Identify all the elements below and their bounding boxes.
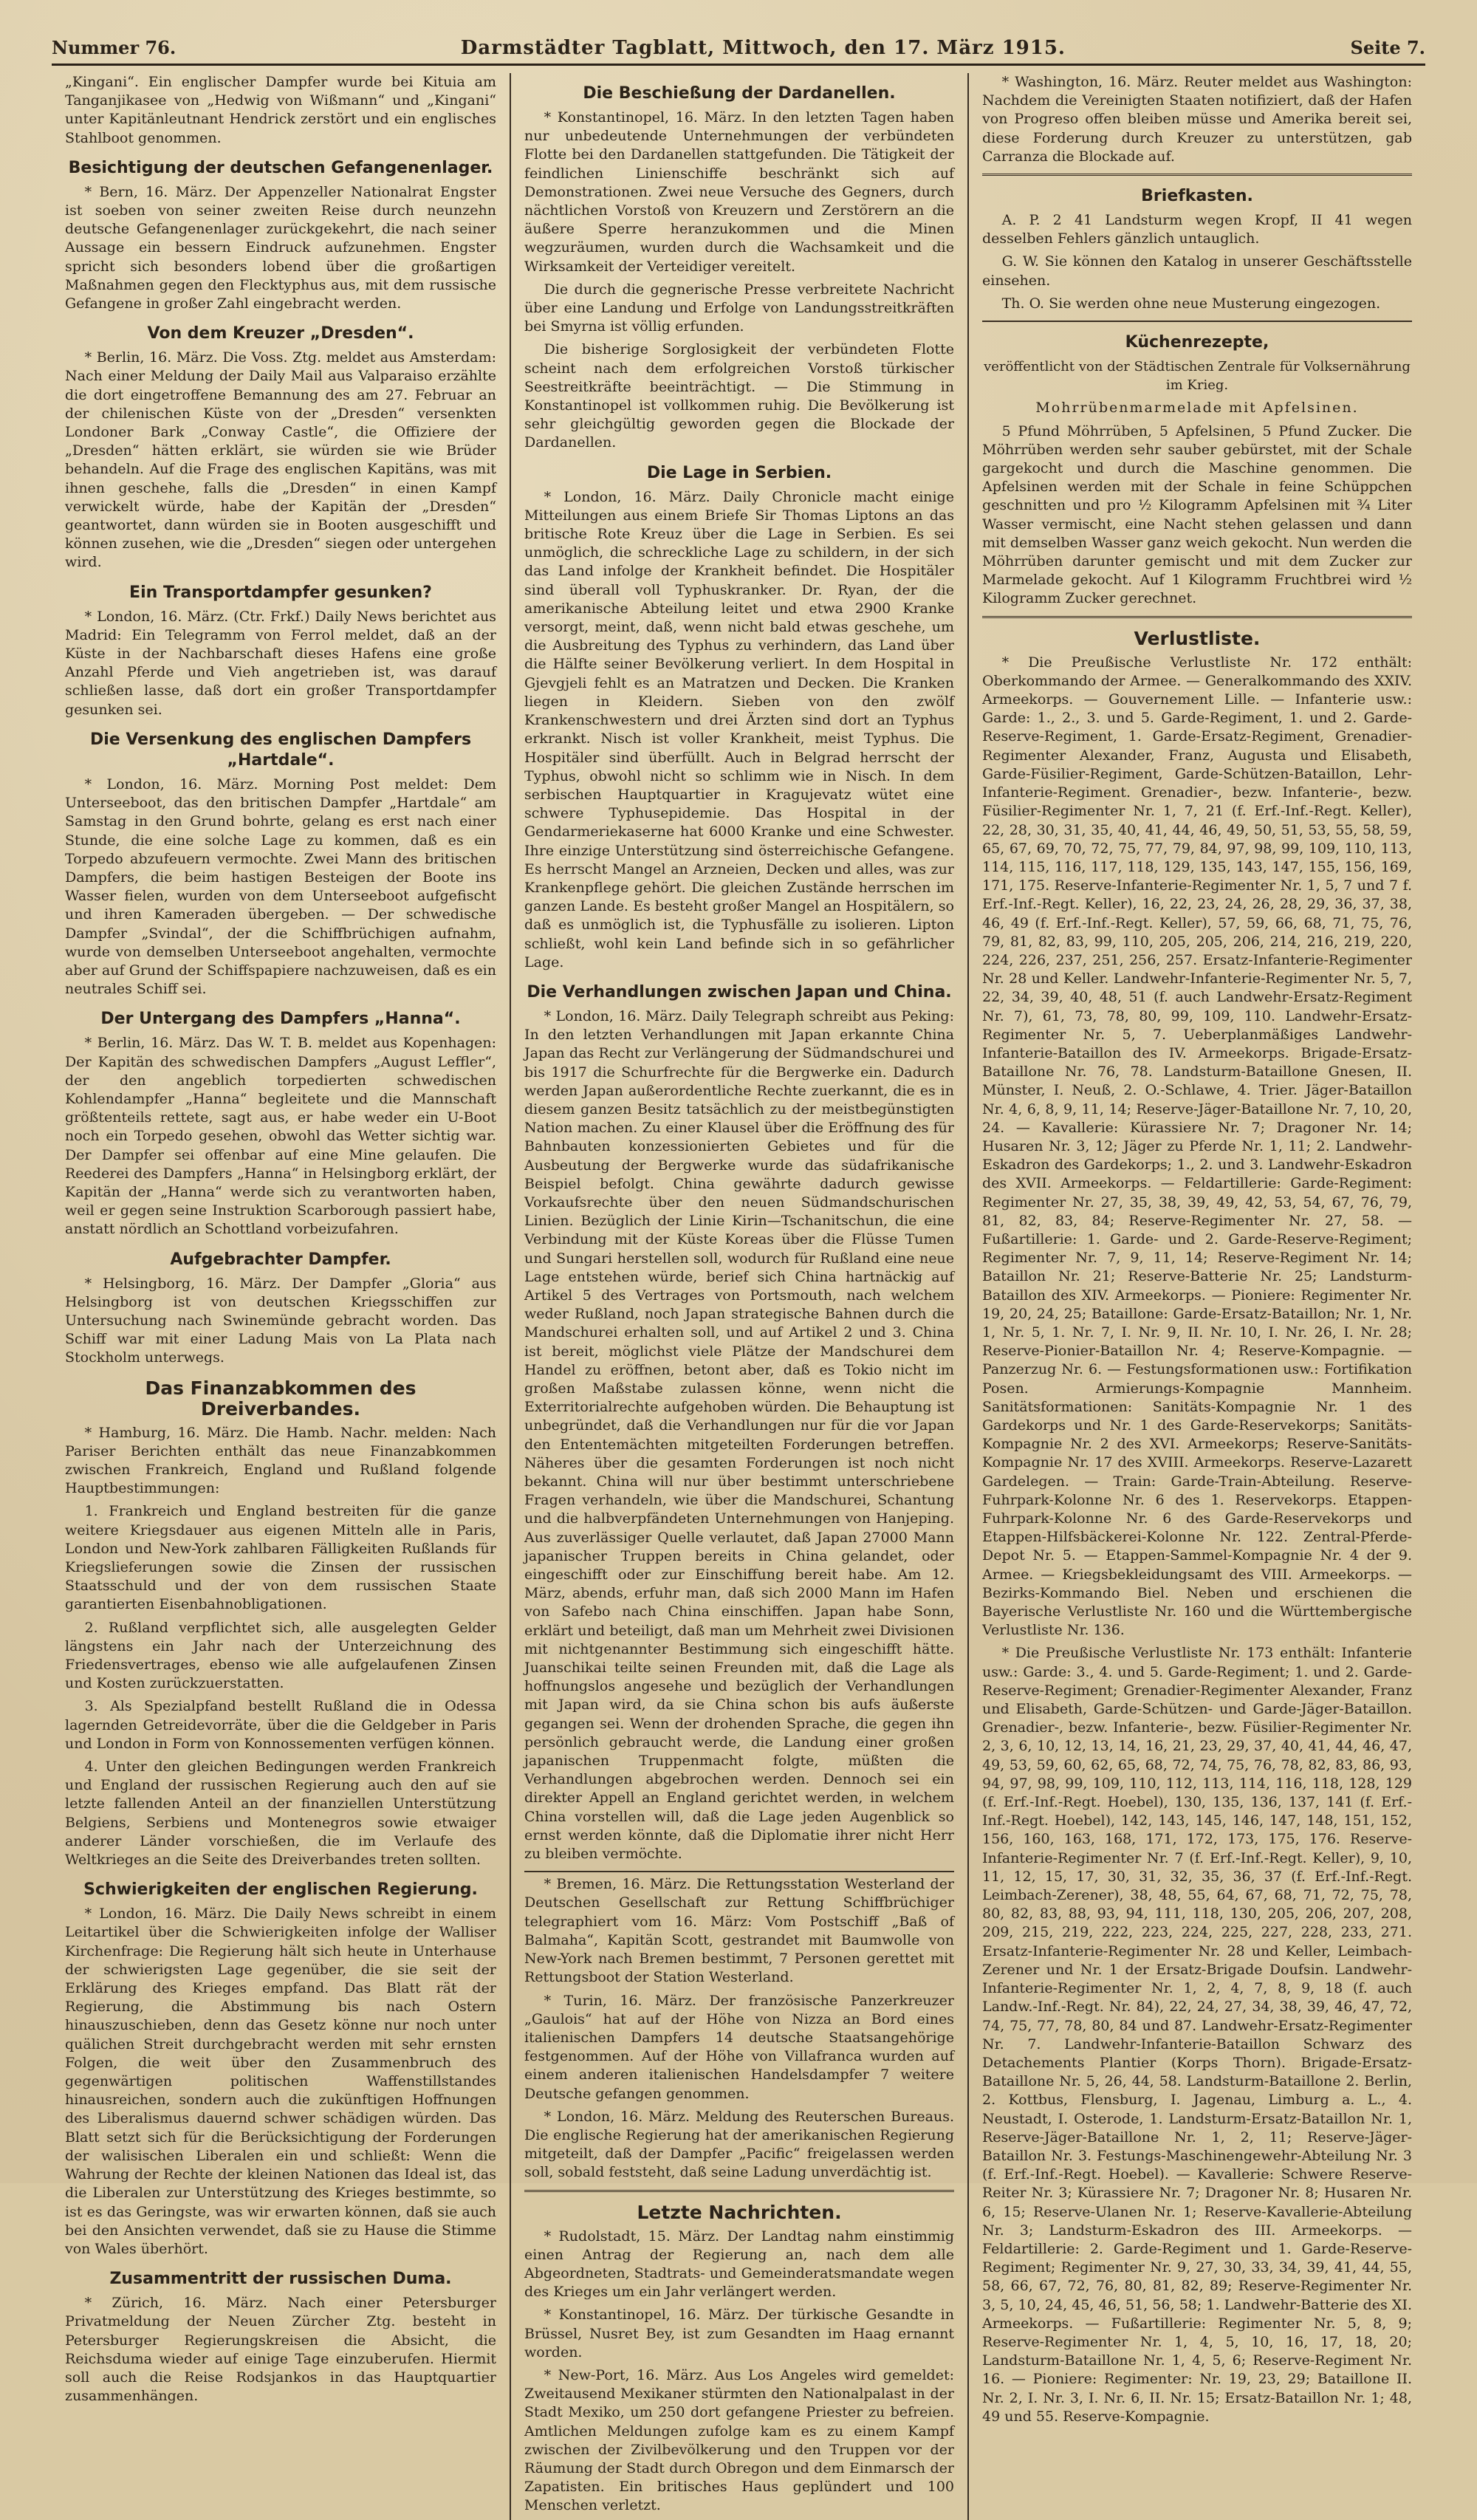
article-text: * London, 16. März. Meldung des Reuterschen Bureaus. Die englische Regierung hat der amerikanischen Regierung mitgeteilt, daß der Dampfer „Pacific“ freigelassen werden soll, sobald feststeht, daß seine Ladung unverdächtig ist. (524, 2108, 954, 2181)
column-1 (52, 73, 510, 2520)
article-text: * London, 16. März. Daily Chronicle macht einige Mitteilungen aus einem Briefe Sir Thomas Liptons an das britische Rote Kreuz über die Lage in Serbien. Es sei unmöglich, die schreckliche Lage zu schildern, in der sich das Land infolge der Krankheit befindet. Die Hospitäler sind überall voll Typhuskranker. Dr. Ryan, der die amerikanische Abteilung leitet und etwa 2900 Kranke versorgt, meint, daß, wenn nicht bald etwas geschehe, um die Ausbreitung des Typhus zu verhindern, das Land über die Hälfte seiner Bevölkerung verliert. In dem Hospital in Gjevgjeli fehlt es an Matratzen und Decken. Die Kranken liegen in Kleidern. Sieben von den zwölf Krankenschwestern und drei Ärzten sind dort an Typhus erkrankt. Nisch ist voller Krankheit, meist Typhus. Die Hospitäler sind überfüllt. Auch in Belgrad herrscht der Typhus, obwohl nicht so schlimm wie in Nisch. In dem serbischen Hauptquartier in Kragujevatz wütet eine schwere Typhusepidemie. Das Hospital in der Gendarmeriekaserne hat 6000 Kranke und eine Schwester. Ihre einzige Unterstützung sind österreichische Gefangene. Es herrscht Mangel an Arzneien, Decken und alles, was zur Krankenpflege gehört. Die gleichen Zustände herrschen im ganzen Lande. Es besteht großer Mangel an Hospitälern, so daß es unmöglich ist, die Typhusfälle zu isolieren. Lipton schließt, wohl kein Land befinde sich in so gefährlicher Lage. (524, 488, 954, 970)
article-text: * New-Port, 16. März. Aus Los Angeles wird gemeldet: Zweitausend Mexikaner stürmten den Nationalpalast in der Stadt Mexiko, um 250 dort gefangene Priester zu befreien. Amtlichen Meldungen zufolge kam es zu einem Kampf zwischen der Zivilbevölkerung und den Truppen vor der Räumung der Stadt durch Obregon und dem Einmarsch der Zapatisten. Ein britisches Haus geplündert und 100 Menschen verletzt. (524, 2366, 954, 2514)
headline: Ein Transportdampfer gesunken? (129, 583, 432, 602)
headline: Die Versenkung des englischen Dampfers „Hartdale“. (89, 730, 472, 770)
columns (52, 73, 1425, 2514)
article-text: * Bremen, 16. März. Die Rettungsstation Westerland der Deutschen Gesellschaft zur Rettung Schiffbrüchiger telegraphiert vom 16. März: Vom Postschiff „Baß of Balmaha“, Kapitän Scott, gestrandet mit Baumwolle von New-York nach Bremen bestimmt, 7 Personen gerettet mit Rettungsboot der Station Westerland. (524, 1876, 954, 1986)
article-text: G. W. Sie können den Katalog in unserer Geschäftsstelle einsehen. (982, 253, 1412, 289)
recipe-title: Mohrrübenmarmelade mit Apfelsinen. (1035, 400, 1359, 417)
article-text: „Kingani“. Ein englischer Dampfer wurde bei Kituia am Tanganjikasee von „Hedwig von Wißmann“ und „Kingani“ unter Kapitänleutnant Hendrick zerstört und ein englisches Stahlboot genommen. (65, 74, 496, 146)
article-text: * Rudolstadt, 15. März. Der Landtag nahm einstimmig einen Antrag der Regierung an, nach dem alle Abgeordneten, Stadtrats- und Gemeinderatsmandate wegen des Krieges um ein Jahr verlängert werden. (524, 2228, 954, 2301)
headline: Küchenrezepte, (1125, 333, 1269, 352)
headline: Die Lage in Serbien. (646, 463, 832, 482)
article-text: * Helsingborg, 16. März. Der Dampfer „Gloria“ aus Helsingborg ist von deutschen Kriegsschiffen zur Untersuchung nach Swinemünde gebracht worden. Das Schiff war mit einer Ladung Mais von La Plata nach Stockholm unterwegs. (65, 1275, 496, 1366)
article-text: * Hamburg, 16. März. Die Hamb. Nachr. melden: Nach Pariser Berichten enthält das neue Finanzabkommen zwischen Frankreich, England und Rußland folgende Hauptbestimmungen: (65, 1424, 496, 1497)
article-text: Die durch die gegnerische Presse verbreitete Nachricht über eine Landung und Erfolge von Landungsstreitkräften bei Smyrna ist völlig erfunden. (524, 281, 954, 335)
article-text: 4. Unter den gleichen Bedingungen werden Frankreich und England der russischen Regierung auch den auf sie letzte fallenden Anteil an der finanziellen Unterstützung Belgiens, Serbiens und Montenegros sowie etwaiger anderer Länder vorschießen, die im Verlaufe des Weltkrieges an die Seite des Dreiverbandes treten sollten. (65, 1759, 496, 1869)
article-text: * Turin, 16. März. Der französische Panzerkreuzer „Gaulois“ hat auf der Höhe von Nizza an Bord eines italienischen Dampfers 14 deutsche Staatsangehörige festgenommen. Auf der Höhe von Villafranca wurden auf einem anderen italienischen Handelsdampfer 7 weitere Deutsche gefangen genommen. (524, 1992, 954, 2102)
article-text: * Berlin, 16. März. Die Voss. Ztg. meldet aus Amsterdam: Nach einer Meldung der Daily Mail aus Valparaiso erzählte die dort eingetroffene Bemannung des am 27. Februar an der chilenischen Küste von der „Dresden“ versenkten Londoner Bark „Conway Castle“, die Offiziere der „Dresden“ hätten erklärt, sie würden sie wie Brüder behandeln. Auf die Frage des englischen Kapitäns, was mit ihnen geschehe, falls die „Dresden“ in einen Kampf verwickelt würde, habe der Kapitän der „Dresden“ geantwortet, dann würden sie in Booten ausgeschifft und können zusehen, wie die „Dresden“ siegen oder untergehen wird. (65, 349, 496, 571)
article-text: * Bern, 16. März. Der Appenzeller Nationalrat Engster ist soeben von seiner zweiten Reise durch neunzehn deutsche Gefangenenlager zurückgekehrt, die nach seiner Aussage ein bessern Eindruck aufzunehmen. Engster spricht sich besonders lobend über die großartigen Maßnahmen gegen den Flecktyphus aus, mit dem russische Gefangene in großer Zahl eingebracht werden. (65, 183, 496, 312)
article-text: * Konstantinopel, 16. März. In den letzten Tagen haben nur unbedeutende Unternehmungen der verbündeten Flotte bei den Dardanellen stattgefunden. Die Tätigkeit der feindlichen Linienschiffe beschränkt sich auf Demonstrationen. Zwei neue Versuche des Gegners, durch nächtlichen Vorstoß von Kreuzern und Zerstörern an die äußere Sperre heranzukommen und die Minen wegzuräumen, wurden durch die Wachsamkeit und die Wirksamkeit der Verteidiger vereitelt. (524, 109, 954, 275)
divider (982, 174, 1412, 176)
headline: Von dem Kreuzer „Dresden“. (147, 324, 414, 343)
article-text: 2. Rußland verpflichtet sich, alle ausgelegten Gelder längstens ein Jahr nach der Unterzeichnung des Friedensvertrages, ebenso wie alle aufgelaufenen Zinsen und Kosten zurückzuerstatten. (65, 1619, 496, 1692)
article-text: * London, 16. März. Daily Telegraph schreibt aus Peking: In den letzten Verhandlungen mit Japan erkannte China Japan das Recht zur Verlängerung der Südmandschurei und bis 1917 die Schurfrechte für die Bergwerke ein. Dadurch werden Japan außerordentliche Rechte zuerkannt, die es in diesem ganzen Besitz tatsächlich zu der meistbegünstigten Nation machen. Zu einer Klausel über die Eröffnung des für Bahnbauten konzessionierten Gebietes und für die Ausbeutung der Bergwerke wurde das südafrikanische Beispiel befolgt. China gewährte dadurch gewisse Vorkaufsrechte über den neuen Südmandschurischen Linien. Bezüglich der Linie Kirin—Tschanitschun, die eine Verbindung mit der Küste Koreas über die Flüsse Tumen und Sungari herstellen soll, wodurch für Rußland eine neue Lage entstehen würde, berief sich China hartnäckig auf Artikel 5 des Vertrages von Portsmouth, nach welchem weder Rußland, noch Japan strategische Bahnen durch die Mandschurei erhalten soll, und auf Artikel 2 und 3. China ist bereit, möglichst viele Plätze der Mandschurei dem Handel zu eröffnen, betont aber, daß es Tokio nicht im großen Maßstabe zulassen könne, wenn nicht die Exterritorialrechte aufgehoben würden. Die Behauptung ist unbegründet, daß die Verhandlungen nur für die vor Japan den Ententemächten mitgeteilten Forderungen betreffen. Näheres über die gesamten Forderungen ist noch nicht bekannt. China will nur über bestimmt unterschriebene Fragen verhandeln, wie über die Mandschurei, Schantung und die halbverpfändeten Unternehmungen von Hanjeping. Aus zuverlässiger Quelle verlautet, daß Japan 27000 Mann japanischer Truppen bereits in China gelandet, oder eingeschifft oder zur Einschiffung bereit habe. Am 12. März, abends, erfuhr man, daß sich 2000 Mann im Hafen von Safebo nach China einschiffen. Japan habe Sonn, erklärt und beteiligt, daß man um Mehrheit zwei Divisionen mit nichtgenannter Bestimmung sich eingeschifft hätte. Juanschikai teilte seinen Freunden mit, daß die Lage als hoffnungslos angesehe und bezüglich der Verhandlungen mit Japan wird, da sie China schon bis aufs äußerste gegangen sei. Wenn der drohenden Sprache, die gegen ihn persönlich gebraucht werde, die Landung einer großen japanischen Truppenmacht folgte, müßten die Verhandlungen abgebrochen werden. Dennoch sei ein direkter Appell an England gerichtet werden, in welchem China vorstellen will, daß die Lage jeden Augenblick so ernst werden könnte, daß die Diplomatie ihrer nicht Herr zu bleiben vermöchte. (524, 1007, 954, 1863)
article-text: Th. O. Sie werden ohne neue Musterung eingezogen. (1001, 295, 1381, 312)
column-3 (967, 73, 1425, 2520)
headline: Besichtigung der deutschen Gefangenenlager. (68, 158, 493, 177)
headline: Letzte Nachrichten. (637, 2201, 842, 2223)
article-text: * London, 16. März. Die Daily News schreibt in einem Leitartikel über die Schwierigkeiten infolge der Walliser Kirchenfrage: Die Regierung hält sich heute in Unterhause der schwierigsten Lage gegenüber, die sie seit der Erklärung des Krieges empfand. Das Blatt rät der Regierung, die Abstimmung bis nach Ostern hinauszuschieben, denn das Gesetz könne nur noch unter quälichen Streit durchgebracht werden mit sehr ernsten Folgen, die weit über den Zusammenbruch des gegenwärtigen politischen Waffenstillstandes hinausreichen, sondern auch die zukünftigen Hoffnungen des Liberalismus dauernd schwer schädigen würden. Das Blatt setzt sich für die Berücksichtigung der Forderungen der walisischen Liberalen ein und schließt: Wenn die Wahrung der Rechte der kleinen Nationen das Ideal ist, das die Liberalen zur Unterstützung des Krieges bestimmte, so ist es das Geringste, was wir erwarten können, daß sie auch bei den Ansichten verwendet, daß sie zu Hause die Stimme von Wales überhört. (65, 1906, 496, 2257)
divider (982, 616, 1412, 618)
article-text: 5 Pfund Möhrrüben, 5 Apfelsinen, 5 Pfund Zucker. Die Möhrrüben werden sehr sauber gebürstet, mit der Schale gargekocht und durch die Maschine genommen. Die Apfelsinen werden mit der Schale in feine Schüppchen geschnitten und pro ½ Kilogramm Apfelsinen mit ¾ Liter Wasser vermischt, eine Nacht stehen gelassen und dann mit demselben Wasser ganz weich gekocht. Nun werden die Möhrrüben darunter gemischt und mit dem Zucker zur Marmelade gekocht. Auf 1 Kilogramm Fruchtbrei wird ½ Kilogramm Zucker gerechnet. (982, 422, 1412, 607)
masthead (52, 37, 1425, 66)
article-text: * London, 16. März. Morning Post meldet: Dem Unterseeboot, das den britischen Dampfer „Hartdale“ am Samstag in den Grund bohrte, gelang es erst nach einer Stunde, die eine solche Lage zu kommen, daß es ein Torpedo abzufeuern vermochte. Zwei Mann des britischen Dampfers, die beim hastigen Besteigen der Boote ins Wasser fielen, wurden von dem Unterseeboot aufgefischt und ihren Kameraden übergeben. — Der schwedische Dampfer „Svindal“, der die Schiffbrüchigen aufnahm, wurde von demselben Unterseeboot angehalten, vermochte aber auf Grund der Schiffspapiere nachzuweisen, daß es ein neutrales Schiff sei. (65, 775, 496, 998)
article-text: * Berlin, 16. März. Das W. T. B. meldet aus Kopenhagen: Der Kapitän des schwedischen Dampfers „August Leffler“, der den angeblich torpedierten schwedischen Kohlendampfer „Hanna“ begleitete und die Mannschaft größtenteils rettete, sagt aus, er habe weder ein U-Boot noch ein Torpedo gesehen, obwohl das Wetter sichtig war. Der Dampfer sei offenbar auf eine Mine gelaufen. Die Reederei des Dampfers „Hanna“ in Helsingborg erklärt, der Kapitän der „Hanna“ werde sich zu verantworten haben, weil er gegen seine Instruktion Scarborough passiert habe, anstatt nördlich an Schottland vorbeizufahren. (65, 1035, 496, 1238)
headline: Die Beschießung der Dardanellen. (583, 84, 896, 103)
issue-number: Nummer 76. (52, 37, 177, 58)
article-text: * Zürich, 16. März. Nach einer Petersburger Privatmeldung der Neuen Zürcher Ztg. besteht in Petersburger Regierungskreisen die Absicht, die Reichsduma wieder auf einige Tage einzuberufen. Hiermit soll auch die Reise Rodsjankos in das Hauptquartier zusammenhängen. (65, 2295, 496, 2405)
newspaper-title: Darmstädter Tagblatt, Mittwoch, den 17. März 1915. (460, 37, 1066, 59)
headline: Zusammentritt der russischen Duma. (109, 2270, 452, 2289)
headline: Aufgebrachter Dampfer. (170, 1250, 391, 1269)
article-text: 1. Frankreich und England bestreiten für die ganze weitere Kriegsdauer aus eigenen Mitteln alle in Paris, London und New-York zahlbaren Fälligkeiten Rußlands für Kriegslieferungen sowie die Zinsen der russischen Staatsschuld und der von dem russischen Staate garantierten Eisenbahnobligationen. (65, 1503, 496, 1613)
subheadline: veröffentlicht von der Städtischen Zentrale für Volksernährung im Krieg. (984, 359, 1411, 394)
article-text: * London, 16. März. (Ctr. Frkf.) Daily News berichtet aus Madrid: Ein Telegramm von Ferrol meldet, daß an der Küste in der Nachbarschaft dieses Hafens eine große Anzahl Pferde und Vieh angetrieben ist, was darauf schließen lasse, daß dort ein großer Transportdampfer gesunken sei. (65, 608, 496, 718)
article-text: Die bisherige Sorglosigkeit der verbündeten Flotte scheint nach dem erfolgreichen Vorstoß türkischer Seestreitkräfte beeinträchtigt. — Die Stimmung in Konstantinopel ist vollkommen ruhig. Die Bevölkerung ist sehr gleichgültig geworden gegen die Blockade der Dardanellen. (524, 341, 954, 451)
divider (982, 321, 1412, 322)
article-text: 3. Als Spezialpfand bestellt Rußland die in Odessa lagernden Getreidevorräte, über die die Geldgeber in Paris und London in Form von Konnossementen verfügen können. (65, 1698, 496, 1752)
article-text: * Die Preußische Verlustliste Nr. 172 enthält: Oberkommando der Armee. — Generalkommando des XXIV. Armeekorps. — Gouvernement Lille. — Infanterie usw.: Garde: 1., 2., 3. und 5. Garde-Regiment, 1. und 2. Garde-Reserve-Regiment, 1. Garde-Ersatz-Regiment, Grenadier-Regimenter Alexander, Franz, Augusta und Elisabeth, Garde-Füsilier-Regiment, Garde-Schützen-Bataillon, Lehr-Infanterie-Regiment. Grenadier-, bezw. Infanterie-, bezw. Füsilier-Regimenter Nr. 1, 7, 21 (f. Erf.-Inf.-Regt. Keller), 22, 28, 30, 31, 35, 40, 41, 44, 46, 49, 50, 51, 53, 55, 58, 59, 65, 67, 69, 70, 72, 75, 77, 79, 84, 97, 98, 99, 109, 110, 113, 114, 115, 116, 117, 118, 129, 135, 143, 147, 155, 156, 169, 171, 175. Reserve-Infanterie-Regimenter Nr. 1, 5, 7 und 7 f. Erf.-Inf.-Regt. Keller), 16, 22, 23, 24, 26, 28, 29, 36, 37, 38, 46, 49 (f. Erf.-Inf.-Regt. Keller), 57, 59, 66, 68, 71, 75, 76, 79, 81, 82, 83, 99, 110, 205, 205, 206, 214, 216, 219, 220, 224, 226, 237, 251, 256, 257. Ersatz-Infanterie-Regimenter Nr. 28 und Keller. Landwehr-Infanterie-Regimenter Nr. 5, 7, 22, 34, 39, 40, 48, 51 (f. auch Landwehr-Ersatz-Regiment Nr. 7), 61, 73, 78, 80, 99, 109, 110. Landwehr-Ersatz-Regimenter Nr. 5, 7. Ueberplanmäßiges Landwehr-Infanterie-Bataillon des IV. Armeekorps. Brigade-Ersatz-Bataillone Nr. 76, 78. Landsturm-Bataillone Gnesen, II. Münster, I. Neuß, 2. O.-Schlawe, 4. Trier. Jäger-Bataillon Nr. 4, 6, 8, 9, 11, 14; Reserve-Jäger-Bataillone Nr. 7, 10, 20, 24. — Kavallerie: Kürassiere Nr. 7; Dragoner Nr. 14; Husaren Nr. 3, 12; Jäger zu Pferde Nr. 1, 11; 2. Landwehr-Eskadron des Gardekorps; 1., 2. und 3. Landwehr-Eskadron des XVII. Armeekorps. — Feldartillerie: Garde-Regiment: Regimenter Nr. 27, 35, 38, 39, 49, 42, 53, 54, 67, 76, 79, 81, 82, 83, 84; Reserve-Regimenter Nr. 27, 58. — Fußartillerie: 1. Garde- und 2. Garde-Reserve-Regiment; Regimenter Nr. 7, 9, 11, 14; Reserve-Regiment Nr. 14; Bataillon Nr. 21; Reserve-Batterie Nr. 25; Landsturm-Bataillon des XIV. Armeekorps. — Pioniere: Regimenter Nr. 19, 20, 24, 25; Bataillone: Garde-Ersatz-Bataillon; Nr. 1, Nr. 1, Nr. 5, 1. Nr. 7, I. Nr. 9, II. Nr. 10, I. Nr. 26, I. Nr. 28; Reserve-Pionier-Bataillon Nr. 4; Reserve-Kompagnie. — Panzerzug Nr. 6. — Festungsformationen usw.: Fortifikation Posen. Armierungs-Kompagnie Mannheim. Sanitätsformationen: Sanitäts-Kompagnie Nr. 1 des Gardekorps und Nr. 1 des Garde-Reservekorps; Sanitäts-Kompagnie Nr. 2 des XVI. Armeekorps; Reserve-Sanitäts-Kompagnie Nr. 17 des XVIII. Armeekorps. Reserve-Lazarett Gardelegen. — Train: Garde-Train-Abteilung. Reserve-Fuhrpark-Kolonne Nr. 6 des 1. Reservekorps. Etappen-Fuhrpark-Kolonne Nr. 6 des Garde-Reservekorps und Etappen-Hilfsbäckerei-Kolonne Nr. 122. Zentral-Pferde-Depot Nr. 5. — Etappen-Sammel-Kompagnie Nr. 4 der 9. Armee. — Kriegsbekleidungsamt des VIII. Armeekorps. — Bezirks-Kommando Biel. Neben und erschienen die Bayerische Verlustliste Nr. 160 und die Württembergische Verlustliste Nr. 136. (982, 654, 1412, 1639)
headline: Die Verhandlungen zwischen Japan und China. (527, 982, 952, 1002)
headline: Schwierigkeiten der englischen Regierung. (83, 1880, 478, 1900)
column-2 (510, 73, 967, 2520)
page-number: Seite 7. (1350, 37, 1425, 58)
headline: Der Untergang des Dampfers „Hanna“. (100, 1010, 461, 1029)
article-text: * Die Preußische Verlustliste Nr. 173 enthält: Infanterie usw.: Garde: 3., 4. und 5. Garde-Regiment; 1. und 2. Garde-Reserve-Regiment; Grenadier-Regimenter Alexander, Franz und Elisabeth, Garde-Schützen- und Garde-Jäger-Bataillon. Grenadier-, bezw. Infanterie-, bezw. Füsilier-Regimenter Nr. 2, 3, 6, 10, 12, 13, 14, 16, 21, 23, 29, 37, 40, 41, 44, 46, 47, 49, 53, 59, 60, 62, 65, 68, 72, 74, 75, 76, 78, 82, 83, 86, 93, 94, 97, 98, 99, 109, 110, 112, 113, 114, 116, 118, 128, 129 (f. Erf.-Inf.-Regt. Hoebel), 130, 135, 136, 137, 141 (f. Erf.-Inf.-Regt. Hoebel), 142, 143, 145, 146, 147, 148, 151, 152, 156, 160, 163, 168, 171, 172, 173, 175, 176. Reserve-Infanterie-Regimenter Nr. 7 (f. Erf.-Inf.-Regt. Keller), 9, 10, 11, 12, 15, 17, 30, 31, 32, 35, 36, 37 (f. Erf.-Inf.-Regt. Leimbach-Zerener), 38, 48, 55, 64, 67, 68, 71, 72, 75, 78, 80, 82, 83, 88, 93, 94, 111, 118, 130, 205, 206, 207, 208, 209, 215, 219, 222, 223, 224, 225, 227, 228, 233, 271. Ersatz-Infanterie-Regimenter Nr. 28 und Keller, Leimbach-Zerener und Nr. 1 der Ersatz-Brigade Doufsin. Landwehr-Infanterie-Regimenter Nr. 1, 2, 4, 7, 8, 9, 18 (f. auch Landw.-Inf.-Regt. Nr. 84), 22, 24, 27, 34, 38, 39, 46, 47, 72, 74, 75, 77, 78, 80, 84 und 87. Landwehr-Ersatz-Regimenter Nr. 7. Landwehr-Infanterie-Bataillon Schwarz des Detachements Plantier (Korps Thorn). Brigade-Ersatz-Bataillone Nr. 5, 26, 44, 58. Landsturm-Bataillone 2. Berlin, 2. Kottbus, Flensburg, I. Jagenau, Limburg a. L., 4. Neustadt, I. Osterode, 1. Landsturm-Ersatz-Bataillon Nr. 1, Reserve-Jäger-Bataillone Nr. 1, 2, 11; Reserve-Jäger-Bataillon Nr. 3. Festungs-Maschinengewehr-Abteilung Nr. 3 (f. Erf.-Inf.-Regt. Hoebel). — Kavallerie: Schwere Reserve-Reiter Nr. 3; Kürassiere Nr. 7; Dragoner Nr. 8; Husaren Nr. 6, 15; Reserve-Ulanen Nr. 1; Reserve-Kavallerie-Abteilung Nr. 3; Landsturm-Eskadron des III. Armeekorps. — Feldartillerie: 2. Garde-Regiment und 1. Garde-Reserve-Regiment; Regimenter Nr. 9, 27, 30, 33, 34, 39, 41, 44, 55, 58, 66, 67, 72, 76, 80, 81, 82, 89; Reserve-Regimenter Nr. 3, 5, 10, 24, 45, 46, 51, 56, 58; 1. Landwehr-Batterie des XI. Armeekorps. — Fußartillerie: Regimenter Nr. 5, 8, 9; Reserve-Regimenter Nr. 1, 4, 5, 10, 16, 17, 18, 20; Landsturm-Bataillone Nr. 1, 4, 5, 6; Reserve-Regiment Nr. 16. — Pioniere: Regimenter: Nr. 19, 23, 29; Bataillone II. Nr. 2, I. Nr. 3, I. Nr. 6, II. Nr. 15; Ersatz-Bataillon Nr. 1; 48, 49 und 55. Reserve-Kompagnie. (982, 1645, 1412, 2425)
article-text: A. P. 2 41 Landsturm wegen Kropf, II 41 wegen desselben Fehlers gänzlich untauglich. (982, 212, 1412, 247)
divider (524, 2190, 954, 2192)
divider (524, 1871, 954, 1872)
article-text: * Washington, 16. März. Reuter meldet aus Washington: Nachdem die Vereinigten Staaten notifiziert, daß der Hafen von Progreso offen bleiben müsse und Amerika bereit sei, diese Forderung durch Kreuzer zu unterstützen, gab Carranza die Blockade auf. (982, 74, 1412, 165)
headline: Das Finanzabkommen des Dreiverbandes. (145, 1377, 417, 1420)
headline: Briefkasten. (1141, 187, 1253, 206)
article-text: * Konstantinopel, 16. März. Der türkische Gesandte in Brüssel, Nusret Bey, ist zum Gesandten im Haag ernannt worden. (524, 2307, 954, 2360)
headline: Verlustliste. (1134, 627, 1261, 649)
